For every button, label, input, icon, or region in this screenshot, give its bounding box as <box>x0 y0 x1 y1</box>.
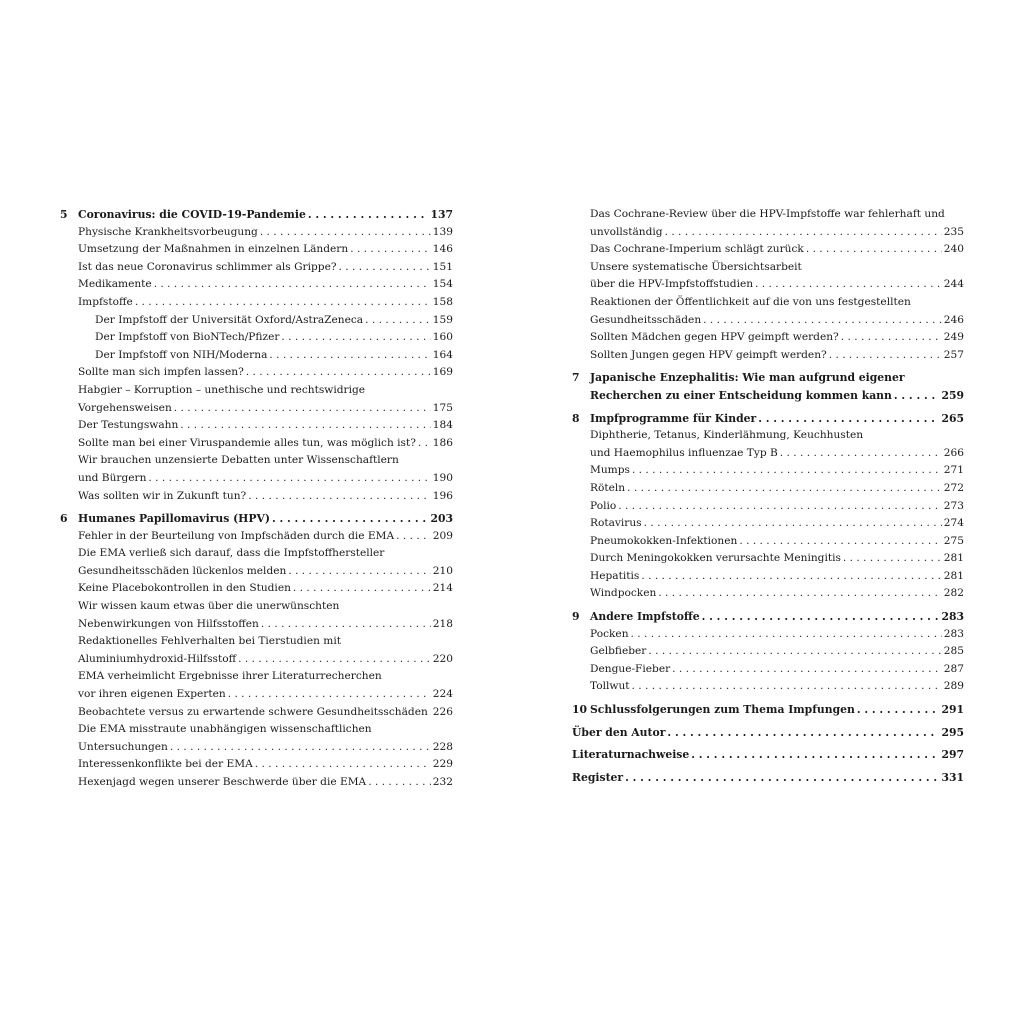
leader-dots <box>658 585 941 603</box>
toc-section-entry <box>60 488 453 506</box>
toc-section-entry <box>60 329 453 347</box>
leader-dots <box>308 206 429 224</box>
chapter-number: 8 <box>572 411 580 425</box>
toc-section-entry <box>60 347 453 365</box>
leader-dots <box>430 704 431 722</box>
toc-section-entry <box>60 276 453 294</box>
page-number: 139 <box>432 225 453 238</box>
toc-section-entry <box>60 528 453 546</box>
leader-dots <box>644 515 942 533</box>
page-number: 283 <box>941 610 964 624</box>
leader-dots <box>780 445 942 463</box>
entry-title: Was sollten wir in Zukunft tun? <box>78 489 247 502</box>
leader-dots <box>339 259 431 277</box>
entry-title: Gesundheitsschäden lückenlos melden <box>78 564 287 577</box>
leader-dots <box>703 312 942 330</box>
page-number: 214 <box>432 582 453 595</box>
entry-title: Mumps <box>590 464 630 477</box>
entry-title: Beobachtete versus zu erwartende schwere Gesundheitsschäden <box>78 705 428 718</box>
page-number: 275 <box>943 534 964 547</box>
entry-title: über die HPV-Impfstoffstudien <box>590 278 754 291</box>
page-number: 291 <box>941 703 964 717</box>
entry-title: Pneumokokken-Infektionen <box>590 534 738 547</box>
toc-section-entry <box>60 774 453 792</box>
leader-dots <box>857 701 940 719</box>
page-number: 220 <box>432 652 453 665</box>
toc-section-entry <box>572 533 964 551</box>
toc-section-entry <box>572 626 964 644</box>
entry-title: Röteln <box>590 481 626 494</box>
page-number: 259 <box>941 388 964 402</box>
leader-dots <box>627 480 942 498</box>
leader-dots <box>368 774 431 792</box>
page-number: 175 <box>432 401 453 414</box>
page-number: 274 <box>943 517 964 530</box>
page-number: 232 <box>432 776 453 788</box>
chapter-number: 5 <box>60 208 68 221</box>
entry-title: unvollständig <box>590 225 663 238</box>
leader-dots <box>894 387 940 405</box>
entry-title: Polio <box>590 499 617 512</box>
leader-dots <box>648 643 941 661</box>
page-number: 297 <box>941 748 964 762</box>
chapter-number: 9 <box>572 610 580 624</box>
leader-dots <box>288 563 430 581</box>
entry-title: Dengue-Fieber <box>590 662 671 675</box>
leader-dots <box>418 435 431 453</box>
toc-section-entry <box>60 312 453 330</box>
chapter-number: 7 <box>572 371 580 385</box>
entry-title: Der Impfstoff von BioNTech/Pfizer <box>95 331 280 344</box>
entry-title: Gesundheitsschäden <box>590 313 702 326</box>
entry-title: Die EMA misstraute unabhängigen wissenschaftlichen <box>78 723 372 736</box>
toc-section-entry <box>572 550 964 568</box>
page-number: 224 <box>432 688 453 701</box>
entry-title: Japanische Enzephalitis: Wie man aufgrund eigener <box>590 371 905 385</box>
leader-dots <box>272 510 428 528</box>
entry-title: Reaktionen der Öffentlichkeit auf die von uns festgestellten <box>590 295 911 308</box>
page-number: 283 <box>943 627 964 640</box>
page-number: 218 <box>432 617 453 630</box>
chapter-number: 6 <box>60 512 68 526</box>
toc-section-entry <box>60 417 453 435</box>
toc-chapter-entry <box>572 608 964 626</box>
page-number: 151 <box>432 260 453 273</box>
entry-title: Wir brauchen unzensierte Debatten unter Wissenschaftlern <box>78 454 399 467</box>
toc-section-entry <box>572 585 964 603</box>
leader-dots <box>281 329 430 347</box>
entry-title: Sollten Mädchen gegen HPV geimpft werden? <box>590 331 839 344</box>
toc-section-entry <box>572 206 964 241</box>
entry-title: Physische Krankheitsvorbeugung <box>78 225 258 238</box>
page-number: 265 <box>941 411 964 425</box>
entry-title: Diphtherie, Tetanus, Kinderlähmung, Keuchhusten <box>590 429 864 442</box>
page-number: 273 <box>943 499 964 512</box>
entry-title: Wir wissen kaum etwas über die unerwünschten <box>78 600 340 613</box>
toc-section-entry <box>572 480 964 498</box>
entry-title: Coronavirus: die COVID-19-Pandemie <box>78 208 306 221</box>
toc-chapter-entry <box>60 510 453 528</box>
entry-title: Aluminiumhydroxid-Hilfsstoff <box>78 652 237 665</box>
toc-section-entry <box>60 580 453 598</box>
leader-dots <box>665 224 942 242</box>
toc-section-entry <box>572 462 964 480</box>
page-number: 257 <box>943 348 964 361</box>
page-number: 158 <box>432 295 453 308</box>
page-number: 331 <box>941 770 964 784</box>
leader-dots <box>396 528 431 546</box>
entry-title: Rotavirus <box>590 517 642 530</box>
leader-dots <box>739 533 941 551</box>
toc-section-entry <box>60 721 453 756</box>
leader-dots <box>238 651 431 669</box>
page-number: 271 <box>943 464 964 477</box>
page-number: 246 <box>943 313 964 326</box>
leader-dots <box>755 276 942 294</box>
leader-dots <box>829 347 942 365</box>
entry-title: Humanes Papillomavirus (HPV) <box>78 512 270 526</box>
toc-section-entry <box>60 633 453 668</box>
leader-dots <box>632 462 942 480</box>
page-number: 295 <box>941 725 964 739</box>
page-number: 196 <box>432 489 453 502</box>
leader-dots <box>260 224 431 242</box>
toc-section-entry <box>60 294 453 312</box>
chapter-number: 10 <box>572 703 588 717</box>
toc-section-entry <box>572 294 964 329</box>
page-number: 229 <box>432 758 453 771</box>
toc-section-entry <box>60 382 453 417</box>
page-number: 266 <box>943 446 964 459</box>
entry-title: Gelbfieber <box>590 645 647 658</box>
entry-title: Der Impfstoff der Universität Oxford/AstraZeneca <box>95 313 364 326</box>
page-number: 272 <box>943 481 964 494</box>
leader-dots <box>174 400 431 418</box>
entry-title: und Haemophilus influenzae Typ B <box>590 446 778 459</box>
toc-section-entry <box>572 498 964 516</box>
entry-title: Redaktionelles Fehlverhalten bei Tierstudien mit <box>78 635 341 648</box>
page-number: 160 <box>432 331 453 344</box>
entry-title: Ist das neue Coronavirus schlimmer als Grippe? <box>78 260 337 273</box>
page-number: 154 <box>432 278 453 291</box>
toc-section-entry <box>572 347 964 365</box>
page-number: 244 <box>943 278 964 291</box>
entry-title: Schlussfolgerungen zum Thema Impfungen <box>590 703 855 717</box>
toc-section-entry <box>60 452 453 487</box>
page-number: 228 <box>432 740 453 753</box>
page-number: 146 <box>432 243 453 256</box>
leader-dots <box>667 724 939 742</box>
leader-dots <box>843 550 942 568</box>
leader-dots <box>672 661 942 679</box>
leader-dots <box>618 498 942 516</box>
leader-dots <box>228 686 431 704</box>
page-number: 184 <box>432 419 453 432</box>
toc-section-entry <box>572 678 964 696</box>
toc-section-entry <box>60 756 453 774</box>
toc-section-entry <box>572 515 964 533</box>
entry-title: Impfprogramme für Kinder <box>590 411 757 425</box>
toc-section-entry <box>60 259 453 277</box>
entry-title: Literaturnachweise <box>572 748 690 762</box>
leader-dots <box>248 488 431 506</box>
entry-title: Medikamente <box>78 278 152 291</box>
toc-section-entry <box>60 598 453 633</box>
toc-section-entry <box>60 704 453 722</box>
toc-section-entry <box>572 643 964 661</box>
entry-title: Keine Placebokontrollen in den Studien <box>78 582 291 595</box>
entry-title: Habgier – Korruption – unethische und rechtswidrige <box>78 383 366 396</box>
leader-dots <box>631 626 942 644</box>
leader-dots <box>261 616 431 634</box>
page-number: 249 <box>943 331 964 344</box>
toc-chapter-entry <box>572 724 964 742</box>
toc-chapter-entry <box>572 769 964 787</box>
entry-title: Recherchen zu einer Entscheidung kommen kann <box>590 388 892 402</box>
leader-dots <box>255 756 431 774</box>
page-number: 209 <box>432 529 453 542</box>
entry-title: Untersuchungen <box>78 740 168 753</box>
toc-section-entry <box>572 427 964 462</box>
leader-dots <box>154 276 431 294</box>
entry-title: Das Cochrane-Imperium schlägt zurück <box>590 243 804 256</box>
entry-title: und Bürgern <box>78 471 147 484</box>
entry-title: Sollten Jungen gegen HPV geimpft werden? <box>590 348 827 361</box>
page-number: 190 <box>432 471 453 484</box>
page-number: 240 <box>943 243 964 256</box>
entry-title: Der Impfstoff von NIH/Moderna <box>95 348 268 361</box>
leader-dots <box>350 241 431 259</box>
entry-title: vor ihren eigenen Experten <box>78 688 226 701</box>
toc-section-entry <box>60 545 453 580</box>
toc-section-entry <box>60 224 453 242</box>
leader-dots <box>702 608 940 626</box>
toc-section-entry <box>572 661 964 679</box>
toc-section-entry <box>572 241 964 259</box>
leader-dots <box>170 739 431 757</box>
page-number: 137 <box>430 208 453 221</box>
entry-title: Andere Impfstoffe <box>590 610 700 624</box>
toc-section-entry <box>60 435 453 453</box>
leader-dots <box>758 410 939 428</box>
leader-dots <box>365 312 431 330</box>
entry-title: Interessenkonflikte bei der EMA <box>78 758 253 771</box>
entry-title: Impfstoffe <box>78 295 133 308</box>
toc-column-left <box>60 206 453 792</box>
page-number: 289 <box>943 680 964 693</box>
toc-section-entry <box>572 568 964 586</box>
entry-title: Vorgehensweisen <box>78 401 172 414</box>
toc-section-entry <box>60 668 453 703</box>
page-number: 285 <box>943 645 964 658</box>
page-number: 186 <box>432 436 453 449</box>
entry-title: Tollwut <box>590 680 630 693</box>
entry-title: EMA verheimlicht Ergebnisse ihrer Literaturrecherchen <box>78 670 382 683</box>
entry-title: Register <box>572 770 624 784</box>
leader-dots <box>246 364 431 382</box>
entry-title: Fehler in der Beurteilung von Impfschäden durch die EMA <box>78 529 395 542</box>
toc-section-entry <box>572 259 964 294</box>
page-number: 210 <box>432 564 453 577</box>
entry-title: Pocken <box>590 627 629 640</box>
leader-dots <box>625 769 939 787</box>
entry-title: Sollte man bei einer Viruspandemie alles tun, was möglich ist? <box>78 436 416 449</box>
leader-dots <box>641 568 941 586</box>
page-number: 169 <box>432 366 453 379</box>
page-number: 282 <box>943 587 964 600</box>
leader-dots <box>632 678 942 696</box>
entry-title: Die EMA verließ sich darauf, dass die Impfstoffhersteller <box>78 547 385 560</box>
entry-title: Hepatitis <box>590 569 640 582</box>
page-number: 281 <box>943 569 964 582</box>
page-number: 287 <box>943 662 964 675</box>
entry-title: Der Testungswahn <box>78 419 179 432</box>
entry-title: Das Cochrane-Review über die HPV-Impfstoffe war fehlerhaft und <box>590 208 945 220</box>
leader-dots <box>148 470 430 488</box>
toc-chapter-entry <box>572 746 964 764</box>
leader-dots <box>269 347 430 365</box>
toc-chapter-entry <box>572 701 964 719</box>
entry-title: Durch Meningokokken verursachte Meningitis <box>590 552 841 565</box>
leader-dots <box>841 329 942 347</box>
toc-section-entry <box>60 241 453 259</box>
leader-dots <box>293 580 431 598</box>
entry-title: Nebenwirkungen von Hilfsstoffen <box>78 617 259 630</box>
leader-dots <box>180 417 430 435</box>
page-number: 164 <box>432 348 453 361</box>
entry-title: Hexenjagd wegen unserer Beschwerde über die EMA <box>78 776 367 788</box>
toc-column-right <box>572 206 964 786</box>
toc-section-entry <box>60 364 453 382</box>
leader-dots <box>806 241 942 259</box>
page-number: 159 <box>432 313 453 326</box>
entry-title: Sollte man sich impfen lassen? <box>78 366 244 379</box>
page-number: 226 <box>432 705 453 718</box>
entry-title: Umsetzung der Maßnahmen in einzelnen Ländern <box>78 243 349 256</box>
toc-chapter-entry <box>572 410 964 428</box>
page-number: 203 <box>430 512 453 526</box>
leader-dots <box>135 294 431 312</box>
entry-title: Windpocken <box>590 587 657 600</box>
toc-chapter-entry <box>572 369 964 404</box>
leader-dots <box>691 746 939 764</box>
entry-title: Unsere systematische Übersichtsarbeit <box>590 260 802 273</box>
toc-section-entry <box>572 329 964 347</box>
page-number: 281 <box>943 552 964 565</box>
entry-title: Über den Autor <box>572 725 666 739</box>
page-number: 235 <box>943 225 964 238</box>
toc-chapter-entry <box>60 206 453 224</box>
